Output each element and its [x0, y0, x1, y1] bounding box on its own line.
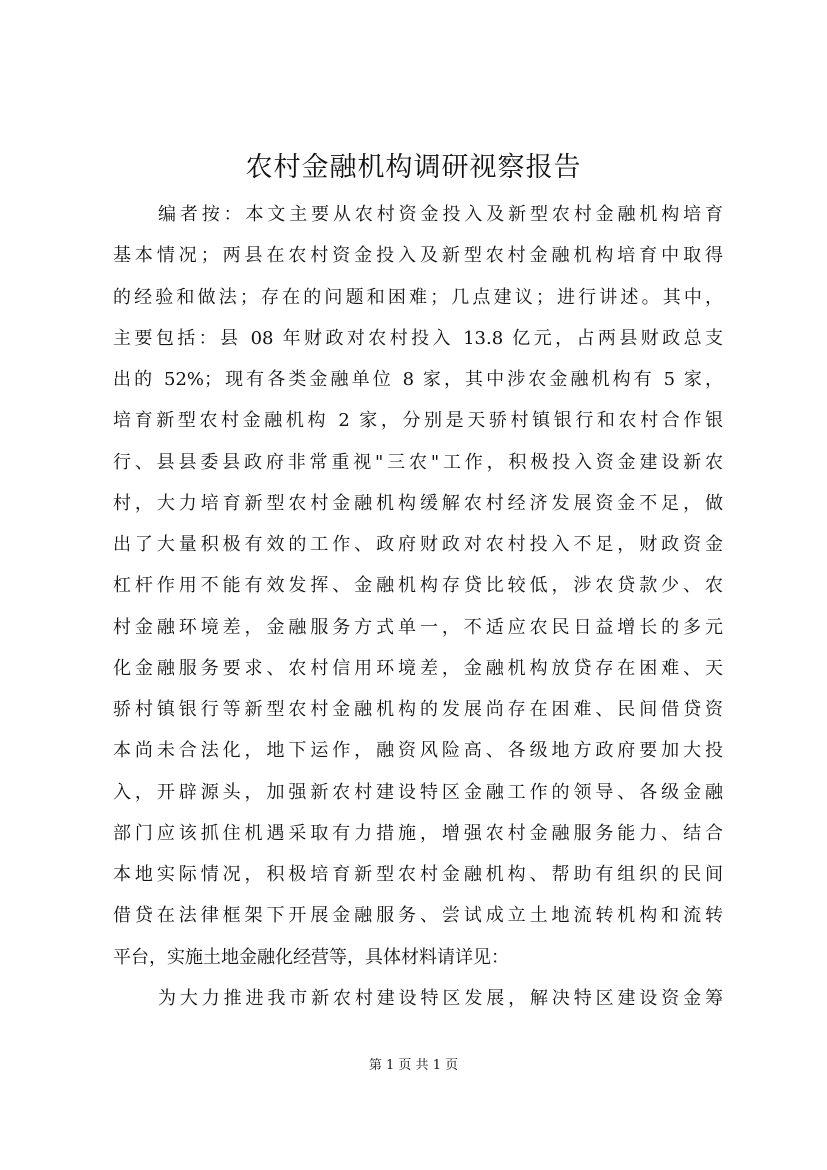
document-title: 农村金融机构调研视察报告 [245, 152, 582, 183]
body-line: 村，大力培育新型农村金融机构缓解农村经济发展资金不足，做 [113, 492, 723, 514]
body-line: 杠杆作用不能有效发挥、金融机构存贷比较低，涉农贷款少、农 [113, 575, 723, 597]
body-line: 部门应该抓住机遇采取有力措施，增强农村金融服务能力、结合 [113, 822, 723, 844]
body-line: 培育新型农村金融机构 2 家，分别是天骄村镇银行和农村合作银 [113, 410, 723, 432]
body-line: 为大力推进我市新农村建设特区发展，解决特区建设资金筹 [158, 987, 723, 1009]
body-line: 平台，实施土地金融化经营等，具体材料请详见： [113, 946, 509, 968]
body-line: 本尚未合法化，地下运作，融资风险高、各级地方政府要加大投 [113, 740, 723, 762]
document-body [113, 194, 723, 1019]
body-line: 借贷在法律框架下开展金融服务、尝试成立土地流转机构和流转 [113, 905, 723, 927]
body-line: 村金融环境差，金融服务方式单一，不适应农民日益增长的多元 [113, 616, 723, 638]
body-line: 本地实际情况，积极培育新型农村金融机构、帮助有组织的民间 [113, 864, 723, 885]
body-line: 主要包括：县 08 年财政对农村投入 13.8 亿元，占两县财政总支 [113, 327, 723, 349]
body-line: 出了大量积极有效的工作、政府财政对农村投入不足，财政资金 [113, 534, 723, 555]
body-line: 入，开辟源头，加强新农村建设特区金融工作的领导、各级金融 [113, 781, 723, 803]
page-footer: 第 1 页 共 1 页 [368, 1058, 459, 1073]
body-line: 编者按：本文主要从农村资金投入及新型农村金融机构培育 [158, 204, 723, 225]
body-line: 化金融服务要求、农村信用环境差，金融机构放贷存在困难、天 [113, 657, 723, 679]
body-line: 行、县县委县政府非常重视"三农"工作，积极投入资金建设新农 [113, 451, 723, 473]
body-line: 骄村镇银行等新型农村金融机构的发展尚存在困难、民间借贷资 [113, 699, 723, 720]
body-line: 出的 52%；现有各类金融单位 8 家，其中涉农金融机构有 5 家， [113, 369, 723, 390]
body-line: 基本情况；两县在农村资金投入及新型农村金融机构培育中取得 [113, 245, 723, 267]
body-line: 的经验和做法；存在的问题和困难；几点建议；进行讲述。其中， [113, 286, 723, 308]
